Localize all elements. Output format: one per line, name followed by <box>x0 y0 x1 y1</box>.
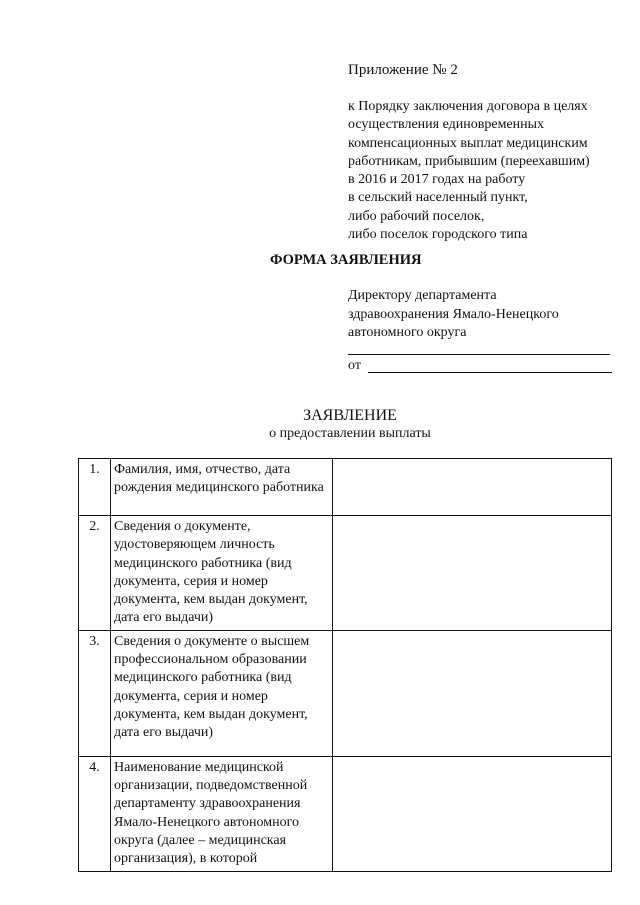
row-label: Сведения о документе о высшем профессиональном образовании медицинского работника (вид документа, серия и номер документа, кем выдан документ, дата его выдачи) <box>111 630 333 756</box>
signature-line-blank[interactable] <box>348 354 610 355</box>
appendix-line: в сельский населенный пункт, <box>348 190 528 206</box>
row-value-field[interactable] <box>333 756 612 871</box>
addressee-line: Директору департамента <box>348 288 497 303</box>
appendix-line: работникам, прибывшим (переехавшим) <box>348 153 590 169</box>
row-number: 3. <box>79 630 111 756</box>
row-number: 1. <box>79 459 111 516</box>
row-label: Наименование медицинской организации, подведомственной департаменту здравоохранения Ямало-Ненецкого автономного округа (далее – медицинская организация), в которой <box>111 756 333 871</box>
row-number: 4. <box>79 756 111 871</box>
appendix-line: к Порядку заключения договора в целях <box>348 99 588 114</box>
appendix-line: либо поселок городского типа <box>348 227 528 243</box>
appendix-line: компенсационных выплат медицинским <box>348 135 588 151</box>
addressee-block <box>348 287 559 343</box>
table-row <box>79 459 612 516</box>
table-row <box>79 756 612 871</box>
form-title: ФОРМА ЗАЯВЛЕНИЯ <box>270 252 422 268</box>
addressee-line: автономного округа <box>348 325 467 340</box>
from-label: от <box>348 358 361 373</box>
row-value-field[interactable] <box>333 630 612 756</box>
appendix-line: осуществления единовременных <box>348 117 545 133</box>
addressee-line: здравоохранения Ямало-Ненецкого <box>348 306 559 322</box>
row-label: Сведения о документе, удостоверяющем личность медицинского работника (вид документа, серия и номер документа, кем выдан документ, дата его выдачи) <box>111 516 333 631</box>
appendix-line: либо рабочий поселок, <box>348 208 485 224</box>
row-number: 2. <box>79 516 111 631</box>
statement-subtitle: о предоставлении выплаты <box>269 426 431 441</box>
from-line-blank[interactable] <box>368 372 612 373</box>
table-row <box>79 516 612 631</box>
appendix-line: в 2016 и 2017 годах на работу <box>348 172 526 188</box>
statement-title: ЗАЯВЛЕНИЕ <box>303 407 397 424</box>
application-table <box>78 458 612 872</box>
row-label: Фамилия, имя, отчество, дата рождения медицинского работника <box>111 459 333 516</box>
appendix-text <box>348 98 590 244</box>
table-row <box>79 630 612 756</box>
row-value-field[interactable] <box>333 516 612 631</box>
appendix-title: Приложение № 2 <box>348 62 458 78</box>
row-value-field[interactable] <box>333 459 612 516</box>
